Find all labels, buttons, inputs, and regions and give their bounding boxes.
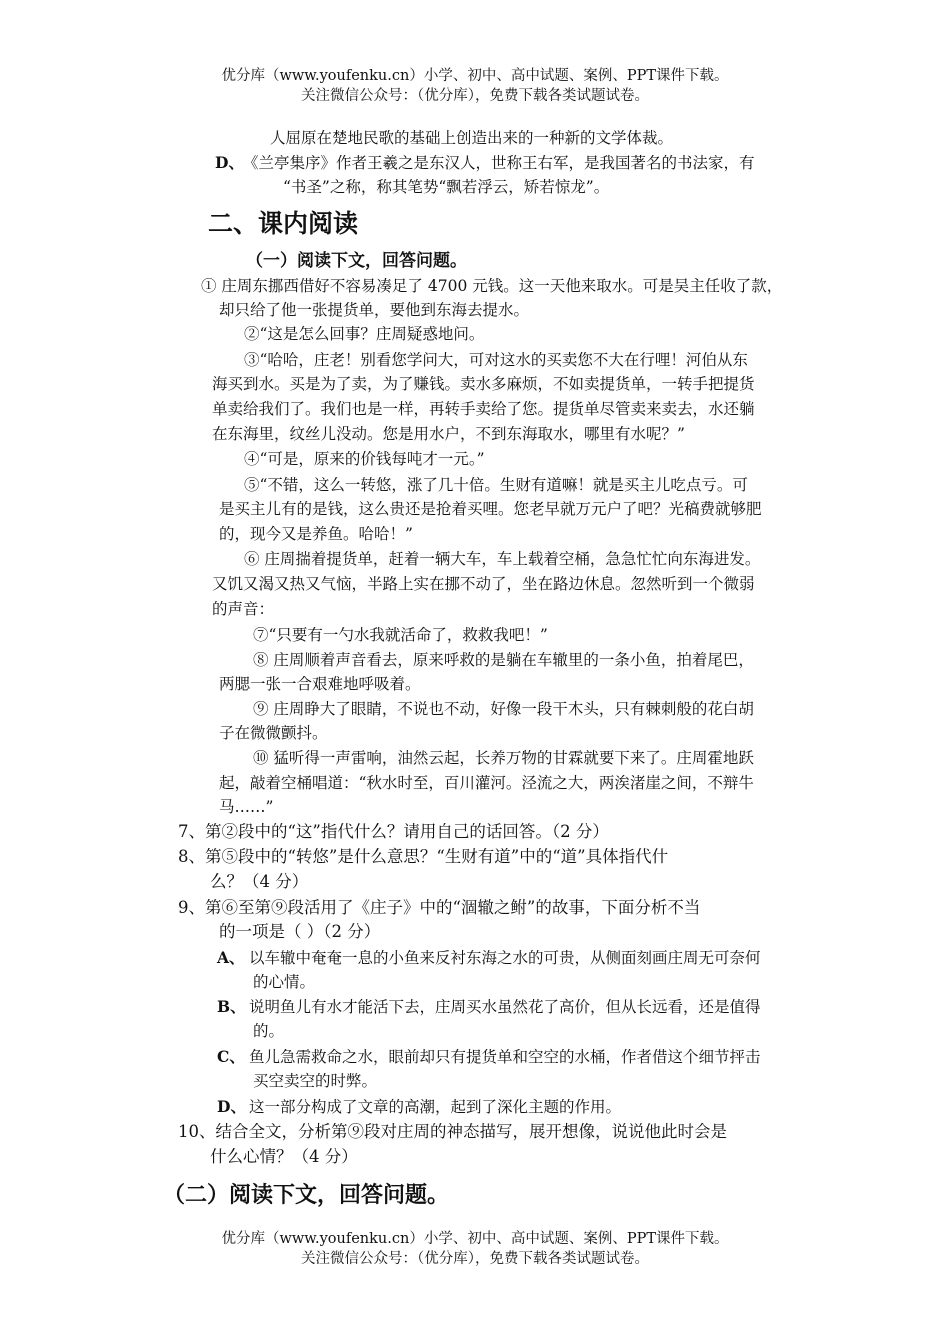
subsection-title-2: （二）阅读下文，回答问题。	[163, 1182, 450, 1208]
option-c-line-2: 买空卖空的时弊。	[253, 1072, 378, 1090]
section-title: 二、课内阅读	[208, 209, 359, 238]
option-a-line-2: 的心情。	[253, 973, 316, 991]
passage-p7-line-1: ⑦“只要有一勺水我就活命了，救救我吧！”	[253, 626, 548, 644]
passage-p1-line-1: ① 庄周东挪西借好不容易凑足了 4700 元钱。这一天他来取水。可是吴主任收了款，	[201, 277, 783, 295]
option-c-line-1: 鱼儿急需救命之水，眼前却只有提货单和空空的水桶，作者借这个细节抨击	[249, 1048, 761, 1066]
question-8-line-1: 8、第⑤段中的“转悠”是什么意思？“生财有道”中的“道”具体指代什	[178, 847, 669, 866]
passage-p10-line-1: ⑩ 猛听得一声雷响，油然云起，长养万物的甘霖就要下来了。庄周霍地跃	[253, 749, 754, 767]
question-10-line-1: 10、结合全文，分析第⑨段对庄周的神态描写，展开想像，说说他此时会是	[178, 1122, 727, 1141]
header-line-1: 优分库（www.youfenku.cn）小学、初中、高中试题、案例、PPT课件下载。	[221, 68, 729, 84]
option-d-letter: D、	[215, 153, 244, 172]
passage-p9-line-2: 子在微微颤抖。	[219, 724, 328, 742]
prev-continuation: 人屈原在楚地民歌的基础上创造出来的一种新的文学体裁。	[270, 129, 674, 147]
passage-p2-line-1: ②“这是怎么回事？庄周疑惑地问。	[244, 325, 485, 343]
passage-p9-line-1: ⑨ 庄周睁大了眼睛，不说也不动，好像一段干木头，只有棘刺般的花白胡	[253, 700, 754, 718]
passage-p6-line-3: 的声音：	[212, 600, 275, 618]
option-a-letter: A、	[217, 948, 245, 967]
passage-p5-line-2: 是买主儿有的是钱，这么贵还是抢着买哩。您老早就万元户了吧？光稿费就够肥	[219, 500, 762, 518]
option-b-line-1: 说明鱼儿有水才能活下去，庄周买水虽然花了高价，但从长远看，还是值得	[249, 998, 761, 1016]
passage-p10-line-2: 起，敲着空桶唱道：“秋水时至，百川灌河。泾流之大，两涘渚崖之间，不辩牛	[219, 774, 754, 792]
option-c-letter: C、	[217, 1047, 245, 1066]
passage-p6-line-1: ⑥ 庄周揣着提货单，赶着一辆大车，车上载着空桶，急急忙忙向东海进发。	[244, 550, 761, 568]
passage-p6-line-2: 又饥又渴又热又气恼，半路上实在挪不动了，坐在路边休息。忽然听到一个微弱	[212, 575, 755, 593]
passage-p1-line-2: 却只给了他一张提货单，要他到东海去提水。	[219, 301, 530, 319]
passage-p8-line-2: 两腮一张一合艰难地呼吸着。	[219, 675, 421, 693]
question-10-line-2: 什么心情？（4 分）	[210, 1147, 358, 1166]
question-8-line-2: 么？（4 分）	[210, 872, 309, 891]
passage-p3-line-4: 在东海里，纹丝儿没动。您是用水户，不到东海取水，哪里有水呢？”	[212, 425, 685, 443]
passage-p4-line-1: ④“可是，原来的价钱每吨才一元。”	[244, 450, 485, 468]
header-line-2: 关注微信公众号：（优分库），免费下载各类试题试卷。	[301, 88, 649, 104]
option-b-letter: B、	[217, 997, 246, 1016]
question-9-line-1: 9、第⑥至第⑨段活用了《庄子》中的“涸辙之鲋”的故事，下面分析不当	[178, 898, 701, 917]
option-d2-line-1: 这一部分构成了文章的高潮，起到了深化主题的作用。	[249, 1098, 622, 1116]
option-d-line-2: “书圣”之称，称其笔势“飘若浮云，矫若惊龙”。	[283, 178, 610, 196]
passage-p3-line-3: 单卖给我们了。我们也是一样，再转手卖给了您。提货单尽管卖来卖去，水还躺	[212, 400, 755, 418]
question-9-line-2: 的一项是（ ）（2 分）	[219, 922, 381, 941]
footer-line-2: 关注微信公众号：（优分库），免费下载各类试题试卷。	[301, 1251, 649, 1267]
passage-p3-line-2: 海买到水。买是为了卖，为了赚钱。卖水多麻烦，不如卖提货单，一转手把提货	[212, 375, 755, 393]
passage-p5-line-1: ⑤“不错，这么一转悠，涨了几十倍。生财有道嘛！就是买主儿吃点亏。可	[244, 476, 748, 494]
passage-p5-line-3: 的，现今又是养鱼。哈哈！”	[219, 525, 413, 543]
option-a-line-1: 以车辙中奄奄一息的小鱼来反衬东海之水的可贵，从侧面刻画庄周无可奈何	[249, 949, 761, 967]
question-7: 7、第②段中的“这”指代什么？请用自己的话回答。（2 分）	[178, 822, 609, 841]
subsection-title-1: （一）阅读下文，回答问题。	[246, 251, 467, 271]
passage-p3-line-1: ③“哈哈，庄老！别看您学问大，可对这水的买卖您不大在行哩！河伯从东	[244, 351, 748, 369]
option-b-line-2: 的。	[253, 1022, 285, 1040]
option-d2-letter: D、	[217, 1097, 246, 1116]
option-d-line-1: 《兰亭集序》作者王羲之是东汉人，世称王右军，是我国著名的书法家，有	[243, 154, 755, 172]
passage-p10-line-3: 马……”	[219, 798, 274, 816]
passage-p8-line-1: ⑧ 庄周顺着声音看去，原来呼救的是躺在车辙里的一条小鱼，拍着尾巴，	[253, 651, 754, 669]
footer-line-1: 优分库（www.youfenku.cn）小学、初中、高中试题、案例、PPT课件下载。	[221, 1231, 729, 1247]
